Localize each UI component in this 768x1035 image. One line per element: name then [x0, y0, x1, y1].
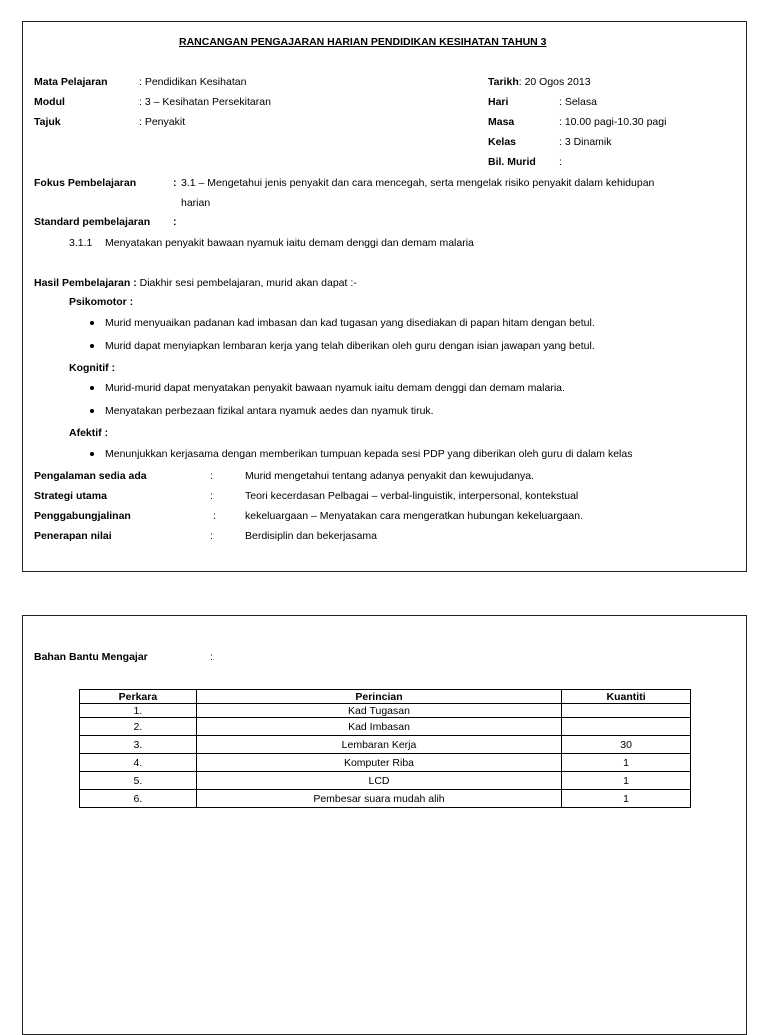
standard-text: Menyatakan penyakit bawaan nyamuk iaitu demam denggi dan demam malaria	[105, 237, 474, 249]
masa-label: Masa	[488, 116, 515, 128]
tajuk-value: : Penyakit	[139, 116, 186, 128]
materials-panel	[22, 615, 747, 1035]
kognitif-item: Murid-murid dapat menyatakan penyakit bawaan nyamuk iaitu demam denggi dan demam malaria.	[105, 382, 565, 394]
fokus-text-line1: 3.1 – Mengetahui jenis penyakit dan cara mencegah, serta mengelak risiko penyakit dalam kehidupan	[181, 177, 655, 189]
table-row	[80, 790, 691, 808]
page-title: RANCANGAN PENGAJARAN HARIAN PENDIDIKAN KESIHATAN TAHUN 3	[179, 36, 547, 48]
cell-perkara: 6.	[80, 790, 197, 808]
table-row	[80, 736, 691, 754]
cell-kuantiti	[562, 704, 691, 718]
pengalaman-label: Pengalaman sedia ada	[34, 470, 147, 482]
header-kuantiti: Kuantiti	[562, 690, 691, 704]
strategi-colon: :	[210, 490, 213, 502]
penggabungjalinan-colon: :	[213, 510, 216, 522]
modul-label: Modul	[34, 96, 65, 108]
hasil-row	[34, 276, 357, 290]
fokus-colon: :	[173, 177, 177, 189]
cell-kuantiti: 30	[562, 736, 691, 754]
pengalaman-value: Murid mengetahui tentang adanya penyakit dan kewujudanya.	[245, 470, 534, 482]
cell-kuantiti: 1	[562, 772, 691, 790]
afektif-item: Menunjukkan kerjasama dengan memberikan tumpuan kepada sesi PDP yang diberikan oleh guru di dalam kelas	[105, 448, 633, 460]
hari-value: : Selasa	[559, 96, 597, 108]
bullet-icon	[90, 344, 94, 348]
strategi-value: Teori kecerdasan Pelbagai – verbal-linguistik, interpersonal, kontekstual	[245, 490, 579, 502]
mata-pelajaran-label: Mata Pelajaran	[34, 76, 108, 88]
cell-perkara: 2.	[80, 718, 197, 736]
tarikh-value: : 20 Ogos 2013	[518, 76, 591, 88]
header-perkara: Perkara	[80, 690, 197, 704]
bullet-icon	[90, 409, 94, 413]
cell-perincian: Pembesar suara mudah alih	[196, 790, 561, 808]
kognitif-item: Menyatakan perbezaan fizikal antara nyamuk aedes dan nyamuk tiruk.	[105, 405, 434, 417]
penerapan-value: Berdisiplin dan bekerjasama	[245, 530, 377, 542]
standard-colon: :	[173, 216, 177, 228]
psikomotor-item: Murid menyuaikan padanan kad imbasan dan kad tugasan yang disediakan di papan hitam dengan betul.	[105, 317, 595, 329]
cell-perkara: 1.	[80, 704, 197, 718]
psikomotor-label: Psikomotor :	[69, 296, 134, 308]
table-row	[80, 772, 691, 790]
cell-perincian: Kad Imbasan	[196, 718, 561, 736]
hasil-intro: Diakhir sesi pembelajaran, murid akan dapat :-	[139, 277, 357, 289]
cell-perincian: Komputer Riba	[196, 754, 561, 772]
table-row	[80, 754, 691, 772]
hasil-label: Hasil Pembelajaran :	[34, 277, 137, 289]
standard-label: Standard pembelajaran	[34, 216, 151, 228]
bahan-label: Bahan Bantu Mengajar	[34, 651, 148, 663]
penerapan-colon: :	[210, 530, 213, 542]
cell-perincian: Lembaran Kerja	[196, 736, 561, 754]
materials-table	[79, 689, 691, 808]
table-header-row	[80, 690, 691, 704]
header-perincian: Perincian	[196, 690, 561, 704]
bullet-icon	[90, 321, 94, 325]
cell-kuantiti	[562, 718, 691, 736]
bullet-icon	[90, 386, 94, 390]
lesson-plan-panel	[22, 21, 747, 572]
penerapan-label: Penerapan nilai	[34, 530, 112, 542]
strategi-label: Strategi utama	[34, 490, 107, 502]
penggabungjalinan-value: kekeluargaan – Menyatakan cara mengeratkan hubungan kekeluargaan.	[245, 510, 583, 522]
bil-murid-value: :	[559, 156, 562, 168]
tarikh-field	[488, 75, 591, 89]
tajuk-label: Tajuk	[34, 116, 61, 128]
bullet-icon	[90, 452, 94, 456]
standard-code: 3.1.1	[69, 237, 93, 249]
masa-value: : 10.00 pagi-10.30 pagi	[559, 116, 667, 128]
penggabungjalinan-label: Penggabungjalinan	[34, 510, 131, 522]
psikomotor-item: Murid dapat menyiapkan lembaran kerja yang telah diberikan oleh guru dengan isian jawapan yang betul.	[105, 340, 595, 352]
table-row	[80, 718, 691, 736]
cell-perincian: Kad Tugasan	[196, 704, 561, 718]
kelas-label: Kelas	[488, 136, 517, 148]
bil-murid-label: Bil. Murid	[488, 156, 536, 168]
cell-kuantiti: 1	[562, 754, 691, 772]
afektif-label: Afektif :	[69, 427, 109, 439]
cell-perkara: 3.	[80, 736, 197, 754]
kelas-value: : 3 Dinamik	[559, 136, 612, 148]
cell-perincian: LCD	[196, 772, 561, 790]
tarikh-label: Tarikh	[488, 76, 519, 88]
pengalaman-colon: :	[210, 470, 213, 482]
fokus-text-line2: harian	[181, 197, 211, 209]
fokus-label: Fokus Pembelajaran	[34, 177, 137, 189]
mata-pelajaran-value: : Pendidikan Kesihatan	[139, 76, 247, 88]
cell-perkara: 5.	[80, 772, 197, 790]
cell-perkara: 4.	[80, 754, 197, 772]
bahan-colon: :	[210, 651, 213, 663]
cell-kuantiti: 1	[562, 790, 691, 808]
kognitif-label: Kognitif :	[69, 362, 116, 374]
table-row	[80, 704, 691, 718]
modul-value: : 3 – Kesihatan Persekitaran	[139, 96, 271, 108]
hari-label: Hari	[488, 96, 509, 108]
